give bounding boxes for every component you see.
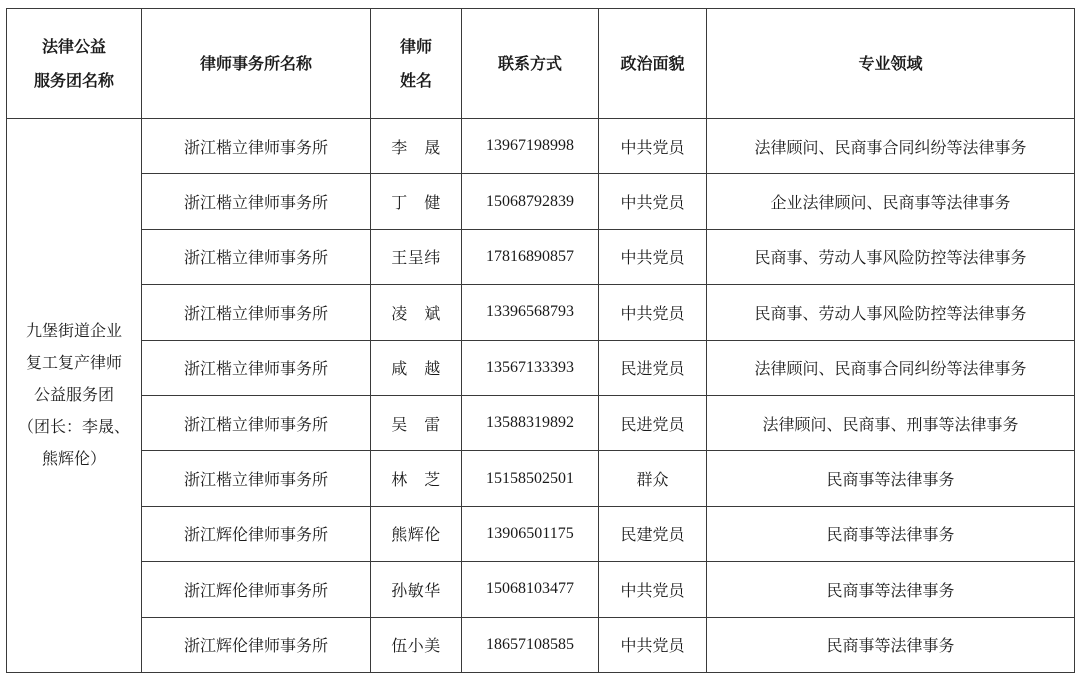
firm-cell: 浙江楷立律师事务所 (142, 285, 371, 340)
header-specialty: 专业领域 (707, 9, 1075, 119)
lawyer-name-cell: 熊辉伦 (371, 506, 462, 561)
lawyer-name-cell: 李 晟 (371, 119, 462, 174)
political-cell: 中共党员 (599, 562, 707, 617)
group-name-line: 公益服务团 (33, 385, 114, 405)
political-cell: 中共党员 (599, 174, 707, 229)
specialty-cell: 民商事、劳动人事风险防控等法律事务 (707, 285, 1075, 340)
header-contact: 联系方式 (462, 9, 599, 119)
header-lawyer (371, 9, 462, 119)
firm-cell: 浙江楷立律师事务所 (142, 119, 371, 174)
firm-cell: 浙江楷立律师事务所 (142, 340, 371, 395)
specialty-cell: 民商事等法律事务 (707, 451, 1075, 506)
table-row (7, 285, 1075, 340)
firm-cell: 浙江楷立律师事务所 (142, 174, 371, 229)
phone-cell: 13967198998 (462, 119, 599, 174)
table-row (7, 617, 1075, 672)
phone-cell: 13588319892 (462, 395, 599, 450)
lawyer-name-cell: 伍小美 (371, 617, 462, 672)
table-row (7, 562, 1075, 617)
header-lawyer-line2: 姓名 (399, 70, 432, 90)
lawyer-name-cell: 丁 健 (371, 174, 462, 229)
phone-cell: 13396568793 (462, 285, 599, 340)
header-political: 政治面貌 (599, 9, 707, 119)
political-cell: 中共党员 (599, 617, 707, 672)
group-name-line: 复工复产律师 (25, 353, 122, 373)
header-group-name-line2: 服务团名称 (33, 70, 114, 90)
lawyer-name-cell: 咸 越 (371, 340, 462, 395)
group-leader-line: （团长：李晟、 (17, 417, 130, 437)
specialty-cell: 民商事等法律事务 (707, 617, 1075, 672)
firm-cell: 浙江辉伦律师事务所 (142, 617, 371, 672)
header-group-name-line1: 法律公益 (41, 36, 106, 56)
lawyer-name-cell: 凌 斌 (371, 285, 462, 340)
specialty-cell: 民商事、劳动人事风险防控等法律事务 (707, 229, 1075, 284)
header-group-name (7, 9, 142, 119)
table-row (7, 451, 1075, 506)
group-leader-line: 熊辉伦） (41, 449, 106, 469)
phone-cell: 13906501175 (462, 506, 599, 561)
specialty-cell: 法律顾问、民商事合同纠纷等法律事务 (707, 340, 1075, 395)
lawyer-name-cell: 孙敏华 (371, 562, 462, 617)
table-row (7, 119, 1075, 174)
firm-cell: 浙江楷立律师事务所 (142, 395, 371, 450)
specialty-cell: 法律顾问、民商事、刑事等法律事务 (707, 395, 1075, 450)
firm-cell: 浙江辉伦律师事务所 (142, 506, 371, 561)
political-cell: 中共党员 (599, 229, 707, 284)
firm-cell: 浙江楷立律师事务所 (142, 229, 371, 284)
header-row (7, 9, 1075, 119)
political-cell: 中共党员 (599, 285, 707, 340)
political-cell: 中共党员 (599, 119, 707, 174)
lawyer-name-cell: 吴 雷 (371, 395, 462, 450)
political-cell: 民进党员 (599, 340, 707, 395)
phone-cell: 13567133393 (462, 340, 599, 395)
lawyer-name-cell: 王呈纬 (371, 229, 462, 284)
header-lawyer-line1: 律师 (399, 36, 432, 56)
header-firm: 律师事务所名称 (142, 9, 371, 119)
table-row (7, 395, 1075, 450)
political-cell: 民建党员 (599, 506, 707, 561)
table-row (7, 340, 1075, 395)
group-name-cell (7, 119, 142, 673)
group-name-line: 九堡街道企业 (25, 321, 122, 341)
specialty-cell: 企业法律顾问、民商事等法律事务 (707, 174, 1075, 229)
specialty-cell: 法律顾问、民商事合同纠纷等法律事务 (707, 119, 1075, 174)
firm-cell: 浙江辉伦律师事务所 (142, 562, 371, 617)
firm-cell: 浙江楷立律师事务所 (142, 451, 371, 506)
table-row (7, 174, 1075, 229)
lawyer-name-cell: 林 芝 (371, 451, 462, 506)
phone-cell: 18657108585 (462, 617, 599, 672)
political-cell: 群众 (599, 451, 707, 506)
phone-cell: 15158502501 (462, 451, 599, 506)
political-cell: 民进党员 (599, 395, 707, 450)
specialty-cell: 民商事等法律事务 (707, 562, 1075, 617)
phone-cell: 17816890857 (462, 229, 599, 284)
table-row (7, 229, 1075, 284)
table-row (7, 506, 1075, 561)
specialty-cell: 民商事等法律事务 (707, 506, 1075, 561)
phone-cell: 15068792839 (462, 174, 599, 229)
phone-cell: 15068103477 (462, 562, 599, 617)
lawyer-roster-table (6, 8, 1075, 673)
